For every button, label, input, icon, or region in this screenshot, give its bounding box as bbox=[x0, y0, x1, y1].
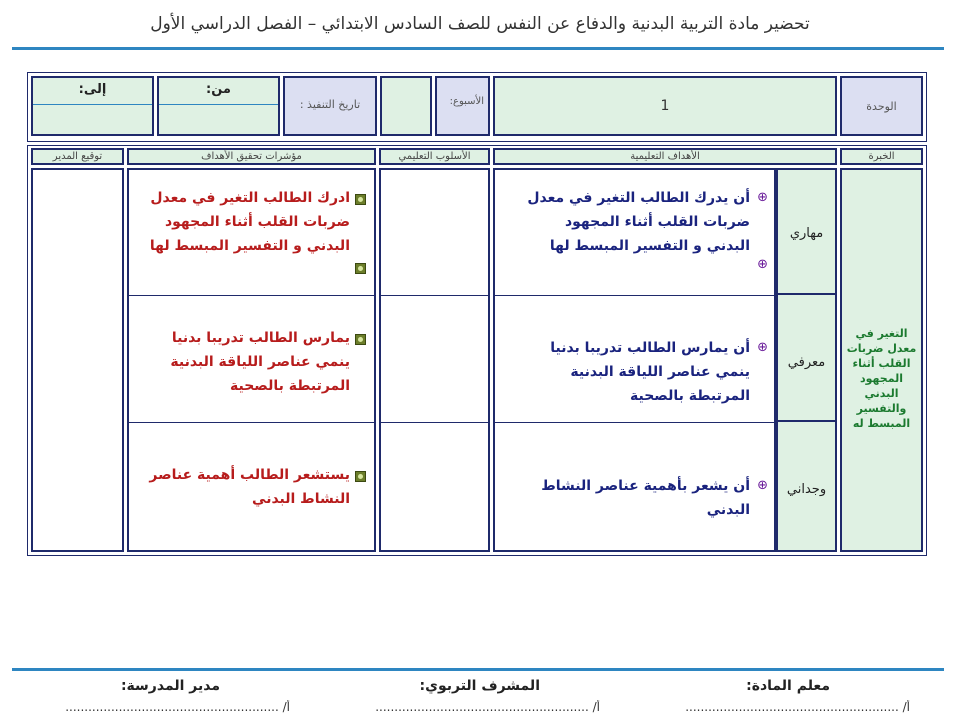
crosshair-circle-icon: ⊕ bbox=[757, 478, 768, 493]
week-label: الأسبوع: bbox=[449, 96, 484, 107]
unit-label-cell bbox=[840, 76, 923, 136]
header-objectives: الأهداف التعليمية bbox=[493, 148, 837, 165]
from-value[interactable] bbox=[159, 104, 278, 135]
indicator-text: ادرك الطالب التغير في معدل ضربات القلب أثناء المجهود البدني و التفسير المبسط لها bbox=[149, 190, 350, 254]
objective-text: أن يدرك الطالب التغير في معدل ضربات القلب أثناء المجهود البدني و التفسير المبسط لها bbox=[527, 190, 750, 254]
domain-label: مهاري bbox=[789, 226, 824, 241]
week-label-cell bbox=[435, 76, 490, 136]
principal-signature-line[interactable]: أ/ ........................................................ bbox=[65, 700, 290, 714]
crosshair-circle-icon: ⊕ bbox=[757, 190, 768, 205]
unit-label: الوحدة bbox=[866, 100, 897, 113]
experience-cell bbox=[840, 168, 923, 552]
principal-label: مدير المدرسة: bbox=[120, 678, 220, 694]
header-experience: الخبرة bbox=[840, 148, 923, 165]
crosshair-circle-icon: ⊕ bbox=[757, 340, 768, 355]
domain-label: وجداني bbox=[786, 482, 827, 497]
flower-square-icon bbox=[355, 263, 366, 274]
flower-square-icon bbox=[355, 471, 366, 482]
method-row-3[interactable] bbox=[381, 423, 488, 552]
indicator-row-3 bbox=[129, 423, 374, 552]
objective-text: أن يشعر بأهمية عناصر النشاط البدني bbox=[541, 478, 750, 518]
domain-cell-3 bbox=[776, 420, 837, 552]
unit-value-cell bbox=[493, 76, 837, 136]
crosshair-circle-icon: ⊕ bbox=[757, 257, 768, 272]
objective-text: أن يمارس الطالب تدريبا بدنيا ينمي عناصر اللياقة البدنية المرتبطة بالصحية bbox=[550, 340, 750, 404]
date-label-cell bbox=[283, 76, 377, 136]
indicators-column bbox=[127, 168, 376, 552]
teacher-label: معلم المادة: bbox=[746, 678, 830, 694]
objective-row-3 bbox=[495, 423, 774, 552]
from-label: من: bbox=[206, 82, 231, 97]
objectives-column bbox=[493, 168, 776, 552]
indicator-row-1 bbox=[129, 170, 374, 296]
header-principal-sign: توقيع المدير bbox=[31, 148, 124, 165]
footer-divider bbox=[12, 668, 944, 671]
objective-row-2 bbox=[495, 296, 774, 423]
header-indicators: مؤشرات تحقيق الأهداف bbox=[127, 148, 376, 165]
method-row-1[interactable] bbox=[381, 170, 488, 296]
to-cell[interactable] bbox=[31, 76, 154, 136]
supervisor-signature-line[interactable]: أ/ ........................................................ bbox=[375, 700, 600, 714]
week-value-cell[interactable] bbox=[380, 76, 432, 136]
title-divider bbox=[12, 47, 944, 50]
method-column bbox=[379, 168, 490, 552]
indicator-text: يستشعر الطالب أهمية عناصر النشاط البدني bbox=[149, 467, 350, 507]
method-row-2[interactable] bbox=[381, 296, 488, 423]
teacher-signature-line[interactable]: أ/ ........................................................ bbox=[685, 700, 910, 714]
domain-cell-1 bbox=[776, 168, 837, 296]
date-label: تاريخ التنفيذ : bbox=[299, 98, 361, 111]
flower-square-icon bbox=[355, 334, 366, 345]
to-value[interactable] bbox=[33, 104, 152, 135]
supervisor-label: المشرف التربوي: bbox=[419, 678, 540, 694]
unit-value: 1 bbox=[660, 98, 670, 114]
to-label: إلى: bbox=[78, 82, 107, 97]
objective-row-1 bbox=[495, 170, 774, 296]
from-cell[interactable] bbox=[157, 76, 280, 136]
principal-sign-column[interactable] bbox=[31, 168, 124, 552]
domain-cell-2 bbox=[776, 293, 837, 423]
indicator-row-2 bbox=[129, 296, 374, 423]
domain-label: معرفي bbox=[787, 355, 826, 370]
flower-square-icon bbox=[355, 194, 366, 205]
experience-text: التغير في معدل ضربات القلب أثناء المجهود البدني والتفسير المبسط له bbox=[846, 327, 917, 430]
indicator-text: يمارس الطالب تدريبا بدنيا ينمي عناصر اللياقة البدنية المرتبطة بالصحية bbox=[170, 330, 350, 394]
header-method: الأسلوب التعليمي bbox=[379, 148, 490, 165]
page-title: تحضير مادة التربية البدنية والدفاع عن النفس للصف السادس الابتدائي – الفصل الدراسي الأول bbox=[150, 14, 810, 34]
